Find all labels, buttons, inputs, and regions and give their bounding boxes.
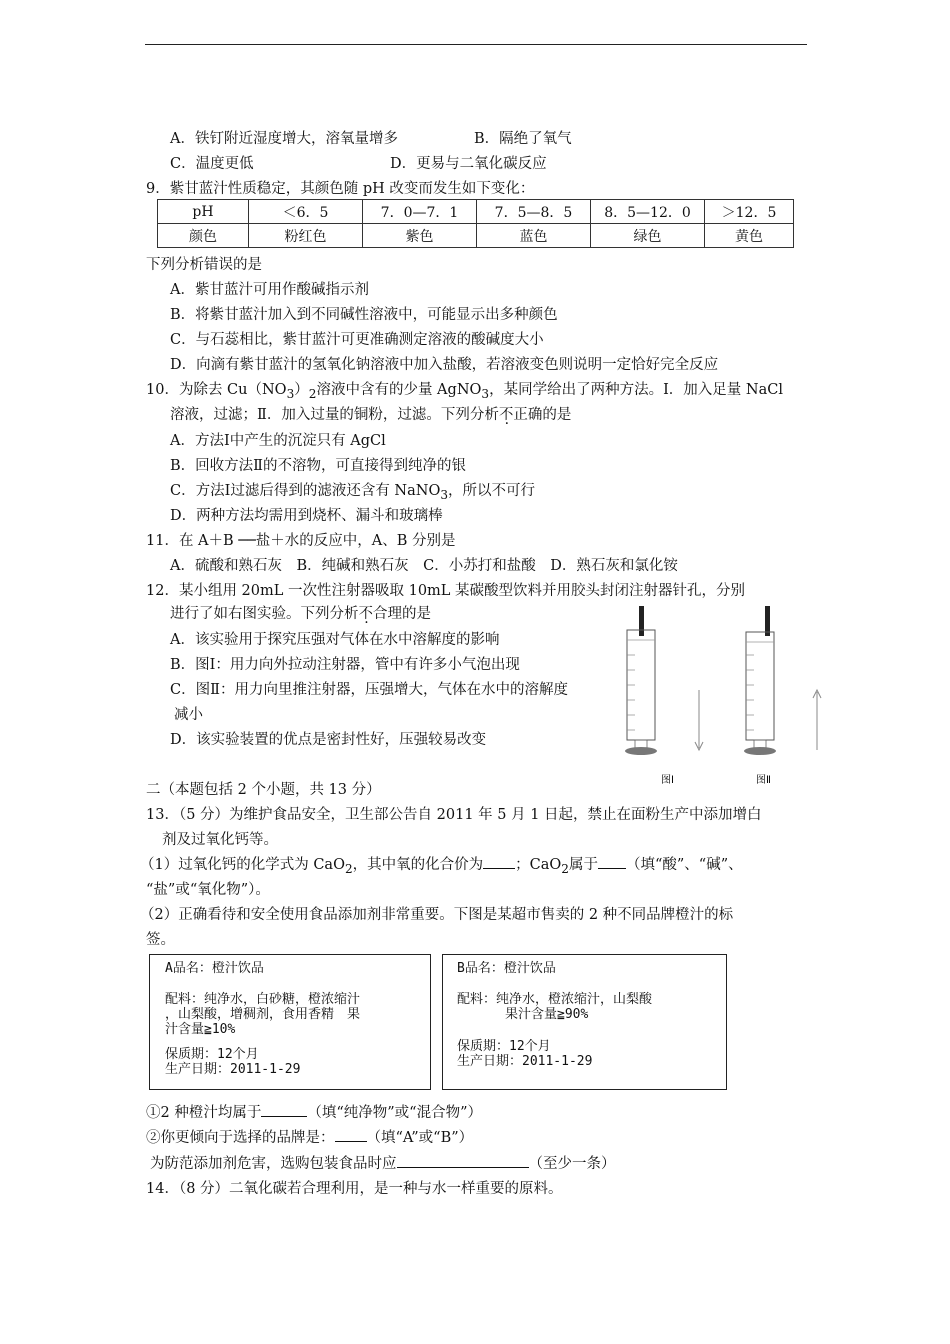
- q13-stem-line1: 13．（5 分）为维护食品安全，卫生部公告自 2011 年 5 月 1 日起，禁止在面粉生产中添加增白: [146, 807, 762, 823]
- q11-options: A．硫酸和熟石灰 B．纯碱和熟石灰 C．小苏打和盐酸 D．熟石灰和氯化铵: [170, 558, 678, 574]
- q10-option-b: B．回收方法Ⅱ的不溶物，可直接得到纯净的银: [170, 458, 467, 474]
- juice-label-a: [149, 954, 431, 1090]
- q13-text: （至少一条）: [528, 1156, 616, 1172]
- table-row: [158, 200, 794, 224]
- header-rule: [145, 44, 807, 45]
- q13-text: 为防范添加剂危害，选购包装食品时应: [150, 1156, 397, 1172]
- q10-text: ，所以不可行: [448, 483, 536, 499]
- q13-text: （1）过氧化钙的化学式为 CaO: [140, 857, 345, 873]
- label-a-ingredients-1: 配料：纯净水，白砂糖，橙浓缩汁: [165, 992, 361, 1007]
- q10-stem-line1: [146, 378, 783, 401]
- label-a-ingredients-2: ，山梨酸，增稠剂，食用香精 果: [165, 1007, 361, 1022]
- answer-blank[interactable]: [483, 854, 515, 869]
- table-cell: 蓝色: [477, 224, 591, 248]
- label-a-ingredients-3: 汁含量≧10%: [165, 1022, 236, 1037]
- table-cell: 紫色: [363, 224, 477, 248]
- q12-text: 进行了如右图实验。下列分析: [170, 606, 359, 622]
- syringe-1: [625, 606, 703, 755]
- q10-option-a: A．方法Ⅰ中产生的沉淀只有 AgCl: [170, 433, 386, 449]
- answer-blank[interactable]: [598, 854, 626, 869]
- q13-text: ，其中氧的化合价为: [352, 857, 484, 873]
- subscript: 3: [440, 487, 449, 502]
- emphasis-mark: 不: [498, 407, 514, 423]
- q13-sub1-line1: [140, 853, 743, 876]
- q9-stem: 9．紫甘蓝汁性质稳定，其颜色随 pH 改变而发生如下变化：: [146, 181, 535, 197]
- q9-option-b: B．将紫甘蓝汁加入到不同碱性溶液中，可能显示出多种颜色: [170, 307, 558, 323]
- label-b-name: B品名：橙汁饮品: [457, 961, 556, 976]
- answer-blank[interactable]: [261, 1102, 307, 1117]
- label-b-production-date: 生产日期：2011-1-29: [457, 1054, 593, 1069]
- q9-option-c: C．与石蕊相比，紫甘蓝汁可更准确测定溶液的酸碱度大小: [170, 332, 544, 348]
- table-cell: 绿色: [591, 224, 705, 248]
- q13-text: ①2 种橙汁均属于: [146, 1105, 262, 1121]
- answer-blank[interactable]: [397, 1153, 529, 1168]
- label-a-production-date: 生产日期：2011-1-29: [165, 1062, 301, 1077]
- q11-stem: 11．在 A＋B ──盐＋水的反应中，A、B 分别是: [146, 533, 456, 549]
- table-cell: ＞12．5: [705, 200, 794, 224]
- table-cell: 黄色: [705, 224, 794, 248]
- q8-option-a: A．铁钉附近湿度增大，溶氧量增多: [170, 131, 398, 147]
- q13-text: ；CaO: [515, 857, 562, 873]
- q13-stem-line2: 剂及过氧化钙等。: [162, 832, 278, 848]
- q10-text: 正确的是: [513, 407, 572, 423]
- q12-option-c: C．图Ⅱ：用力向里推注射器，压强增大，气体在水中的溶解度: [170, 682, 568, 698]
- q13-text: （填“纯净物”或“混合物”）: [307, 1105, 482, 1121]
- q9-prompt: 下列分析错误的是: [146, 257, 262, 273]
- q13-c1: [146, 1101, 482, 1122]
- q10-text: C．方法Ⅰ过滤后得到的滤液还含有 NaNO: [170, 483, 441, 499]
- q8-option-b: B．隔绝了氧气: [474, 131, 572, 147]
- label-a-shelf-life: 保质期：12个月: [165, 1047, 259, 1062]
- emphasis-mark: 不: [358, 606, 373, 622]
- part2-heading: 二（本题包括 2 个小题，共 13 分）: [146, 782, 381, 798]
- fig2-caption: 图Ⅱ: [756, 775, 771, 786]
- q13-text: 属于: [568, 857, 598, 873]
- fig1-caption: 图Ⅰ: [661, 775, 674, 786]
- q8-option-c: C．温度更低: [170, 156, 254, 172]
- q13-sub2-line2: 签。: [146, 932, 175, 948]
- juice-label-b: [442, 954, 727, 1090]
- q13-c3: [150, 1152, 616, 1173]
- ph-color-table: [157, 199, 794, 248]
- table-cell: 粉红色: [249, 224, 363, 248]
- label-a-name: A品名：橙汁饮品: [165, 961, 264, 976]
- subscript: 3: [481, 386, 490, 401]
- q12-text: 合理的是: [373, 606, 431, 622]
- q10-text: ）: [294, 382, 309, 398]
- syringe-figure: [615, 600, 835, 790]
- q13-c2: [146, 1126, 473, 1147]
- q10-text: 溶液中含有的少量 AgNO: [316, 382, 482, 398]
- q13-text: ②你更倾向于选择的品牌是：: [146, 1130, 335, 1146]
- table-cell: 7．5—8．5: [477, 200, 591, 224]
- table-cell: ＜6．5: [249, 200, 363, 224]
- label-b-ingredients-2: 果汁含量≧90%: [505, 1007, 589, 1022]
- answer-blank[interactable]: [335, 1127, 367, 1142]
- q13-sub2-line1: （2）正确看待和安全使用食品添加剂非常重要。下图是某超市售卖的 2 种不同品牌橙汁的标: [140, 907, 734, 923]
- subscript: 2: [561, 861, 569, 876]
- subscript: 2: [344, 861, 353, 876]
- q12-option-b: B．图Ⅰ：用力向外拉动注射器，管中有许多小气泡出现: [170, 657, 520, 673]
- subscript: 3: [286, 386, 295, 401]
- q13-text: （填“酸”、“碱”、: [625, 857, 743, 873]
- table-row: [158, 224, 794, 248]
- label-b-shelf-life: 保质期：12个月: [457, 1039, 551, 1054]
- q14-stem: 14．（8 分）二氧化碳若合理利用，是一种与水一样重要的原料。: [146, 1181, 563, 1197]
- q10-stem-line2: [170, 403, 571, 424]
- q9-option-a: A．紫甘蓝汁可用作酸碱指示剂: [170, 282, 369, 298]
- q10-option-d: D．两种方法均需用到烧杯、漏斗和玻璃棒: [170, 508, 443, 524]
- q12-stem-line2: [170, 602, 431, 623]
- q8-option-d: D．更易与二氧化碳反应: [390, 156, 547, 172]
- q10-option-c: [170, 479, 535, 502]
- q12-option-a: A．该实验用于探究压强对气体在水中溶解度的影响: [170, 632, 500, 648]
- q9-option-d: D．向滴有紫甘蓝汁的氢氧化钠溶液中加入盐酸，若溶液变色则说明一定恰好完全反应: [170, 357, 719, 373]
- q13-text: （填“A”或“B”）: [366, 1130, 474, 1146]
- q12-option-d: D．该实验装置的优点是密封性好，压强较易改变: [170, 732, 487, 748]
- table-cell: pH: [158, 200, 249, 224]
- q10-text: 10．为除去 Cu（NO: [146, 382, 287, 398]
- table-cell: 颜色: [158, 224, 249, 248]
- table-cell: 7．0—7．1: [363, 200, 477, 224]
- q12-option-c-cont: 减小: [174, 707, 203, 723]
- syringe-2: [744, 606, 821, 755]
- table-cell: 8．5—12．0: [591, 200, 705, 224]
- label-b-ingredients-1: 配料：纯净水，橙浓缩汁，山梨酸: [457, 992, 653, 1007]
- q13-sub1-line2: “盐”或“氧化物”）。: [146, 882, 270, 898]
- subscript: 2: [308, 386, 317, 401]
- q10-text: ，某同学给出了两种方法。Ⅰ．加入足量 NaCl: [489, 382, 783, 398]
- q12-stem-line1: 12．某小组用 20mL 一次性注射器吸取 10mL 某碳酸型饮料并用胶头封闭注射器针孔，分别: [146, 583, 746, 599]
- q10-text: 溶液，过滤；Ⅱ．加入过量的铜粉，过滤。下列分析: [170, 407, 499, 423]
